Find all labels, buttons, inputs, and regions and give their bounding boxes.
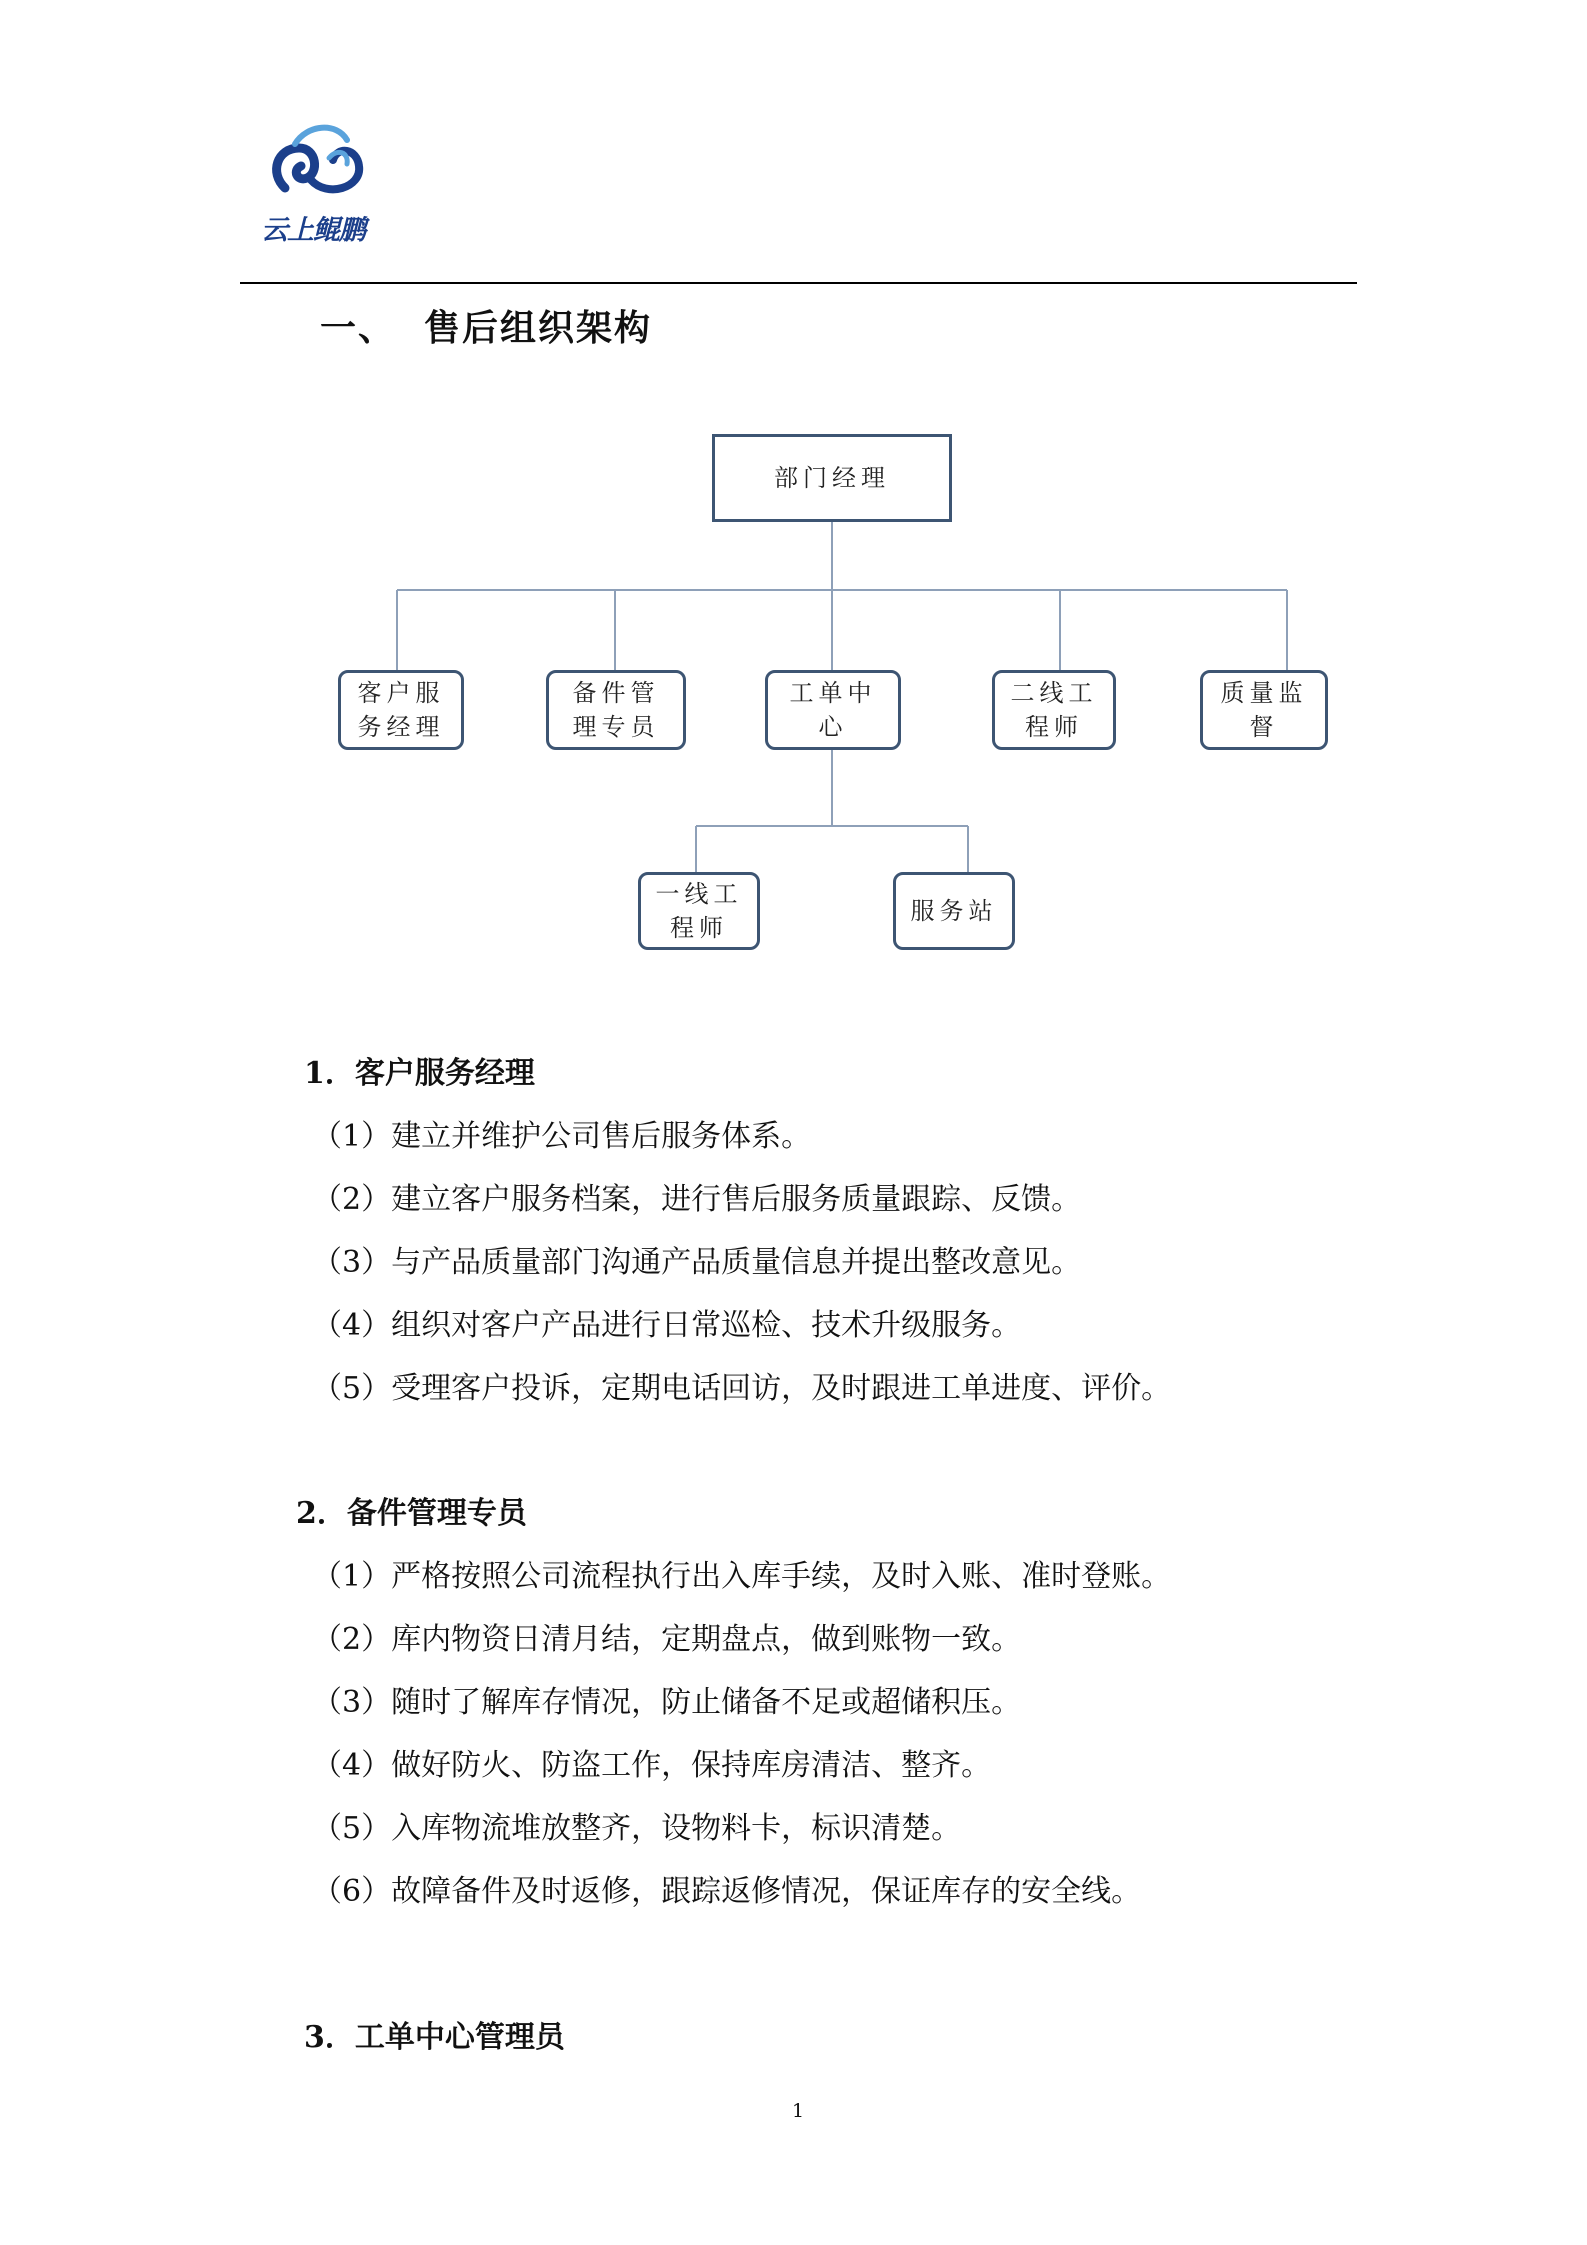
org-box-first-line: 一线工 程师 — [638, 872, 760, 950]
page-number: 1 — [792, 2100, 805, 2122]
section-1-item: （5）受理客户投诉，定期电话回访，及时跟进工单进度、评价。 — [312, 1371, 1172, 1406]
section-2-item: （6）故障备件及时返修，跟踪返修情况，保证库存的安全线。 — [312, 1874, 1142, 1909]
section-1-item: （2）建立客户服务档案，进行售后服务质量跟踪、反馈。 — [312, 1182, 1082, 1217]
org-box-second-line: 二线工 程师 — [992, 670, 1116, 750]
logo-text: 云上鲲鹏 — [261, 215, 365, 246]
org-box-service-station: 服务站 — [893, 872, 1015, 950]
company-logo — [255, 118, 395, 248]
section-2-item: （1）严格按照公司流程执行出入库手续，及时入账、准时登账。 — [312, 1559, 1172, 1594]
section-2-item: （3）随时了解库存情况，防止储备不足或超储积压。 — [312, 1685, 1022, 1720]
org-box-customer-service: 客户服 务经理 — [338, 670, 464, 750]
section-2-item: （4）做好防火、防盗工作，保持库房清洁、整齐。 — [312, 1748, 992, 1783]
section-1-item: （1）建立并维护公司售后服务体系。 — [312, 1119, 812, 1154]
org-box-spare-parts: 备件管 理专员 — [546, 670, 686, 750]
header-divider — [240, 282, 1357, 284]
org-box-quality: 质量监 督 — [1200, 670, 1328, 750]
org-box-work-order-center: 工单中 心 — [765, 670, 901, 750]
section-2-title: 2．备件管理专员 — [296, 1496, 527, 1531]
section-1-title: 1．客户服务经理 — [304, 1056, 535, 1091]
section-number: 一、 — [320, 308, 397, 349]
org-box-root: 部门经理 — [712, 434, 952, 522]
section-3-title: 3．工单中心管理员 — [304, 2020, 565, 2055]
section-2-item: （2）库内物资日清月结，定期盘点，做到账物一致。 — [312, 1622, 1022, 1657]
section-1-item: （4）组织对客户产品进行日常巡检、技术升级服务。 — [312, 1308, 1022, 1343]
section-title-text: 售后组织架构 — [424, 308, 653, 349]
section-heading — [320, 300, 652, 351]
section-1-item: （3）与产品质量部门沟通产品质量信息并提出整改意见。 — [312, 1245, 1082, 1280]
logo-swirl-icon — [267, 118, 367, 203]
section-2-item: （5）入库物流堆放整齐，设物料卡，标识清楚。 — [312, 1811, 962, 1846]
